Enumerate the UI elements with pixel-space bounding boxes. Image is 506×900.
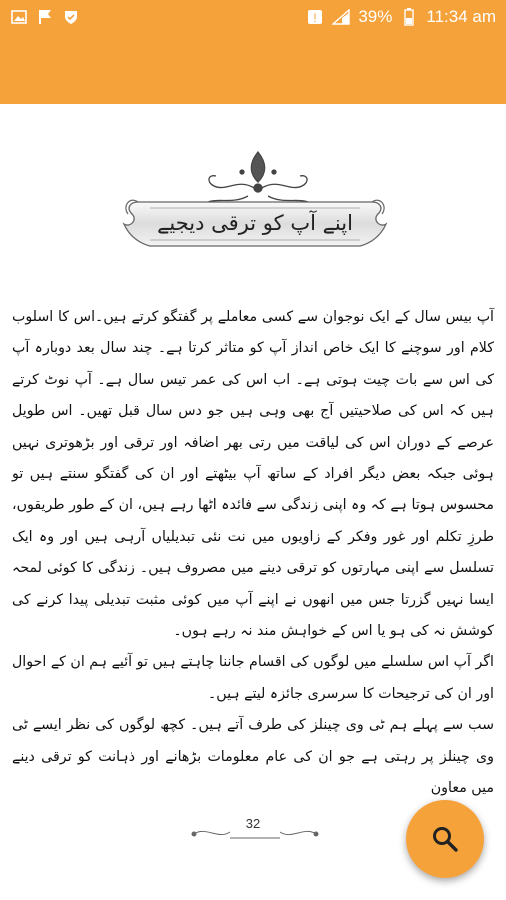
app-bar — [0, 34, 506, 104]
search-button[interactable] — [406, 800, 484, 878]
search-icon — [431, 825, 459, 853]
shield-icon — [62, 8, 80, 26]
alert-icon — [306, 8, 324, 26]
paragraph: آپ بیس سال کے ایک نوجوان سے کسی معاملے پر گفتگو کرتے ہیں۔اس کا اسلوب کلام اور سوچنے کا ایک خاص انداز آپ کو متاثر کرتا ہے۔ چند سال بعد دوبارہ آپ کی اس سے بات چیت ہوتی ہے۔ اب اس کی عمر تیس سال ہے۔ آپ نوٹ کرتے ہیں کہ اس کی صلاحیتیں آج بھی وہی ہیں جو دس سال قبل تھیں۔ اس طویل عرصے کے دوران اس کی لیاقت میں رتی بھر اضافہ اور ترقی اور بڑھوتری نہیں ہوئی جبکہ بعض دیگر افراد کے ساتھ آپ بیٹھتے اور ان کی گفتگو سنتے ہیں تو محسوس ہوتا ہے کہ وہ اپنی زندگی سے فائدہ اٹھا رہے ہیں، ان کے طور طریقوں، طرزِ تکلم اور غور وفکر کے زاویوں میں نت نئی تبدیلیاں آرہی ہیں اور وہ ایک تسلسل سے اپنی مہارتوں کو ترقی دینے میں مصروف ہیں۔ زندگی کا کوئی لمحہ ایسا نہیں گزرتا جس میں انھوں نے اپنے آپ میں کوئی مثبت تبدیلی پیدا کرنے کی کوشش نہ کی ہو یا اس کے خواہش مند نہ رہے ہوں۔ — [12, 309, 494, 640]
page-number: 32 — [245, 816, 261, 831]
signal-icon — [332, 8, 350, 26]
page-body — [12, 302, 494, 805]
image-icon — [10, 8, 28, 26]
paragraph: سب سے پہلے ہم ٹی وی چینلز کی طرف آتے ہیں۔ کچھ لوگوں کی نظر ایسے ٹی وی چینلز پر رہتی ہے جو ان کی عام معلومات بڑھانے اور ذہانت کو ترقی دینے میں معاون — [12, 717, 494, 797]
status-bar-left — [10, 8, 80, 26]
status-bar — [0, 0, 506, 34]
battery-icon — [400, 8, 418, 26]
paragraph: اگر آپ اس سلسلے میں لوگوں کی اقسام جاننا چاہتے ہیں تو آئیے ہم ان کے احوال اور ان کی ترجیحات کا سرسری جائزہ لیتے ہیں۔ — [12, 654, 494, 702]
svg-text:!: ! — [313, 11, 318, 25]
battery-percent: 39% — [358, 7, 393, 26]
book-page[interactable] — [0, 104, 506, 900]
flag-icon — [36, 8, 54, 26]
title-banner — [120, 184, 390, 262]
clock: 11:34 am — [426, 7, 496, 26]
status-bar-right — [306, 7, 496, 27]
chapter-title: اپنے آپ کو ترقی دیجیے — [157, 211, 353, 235]
